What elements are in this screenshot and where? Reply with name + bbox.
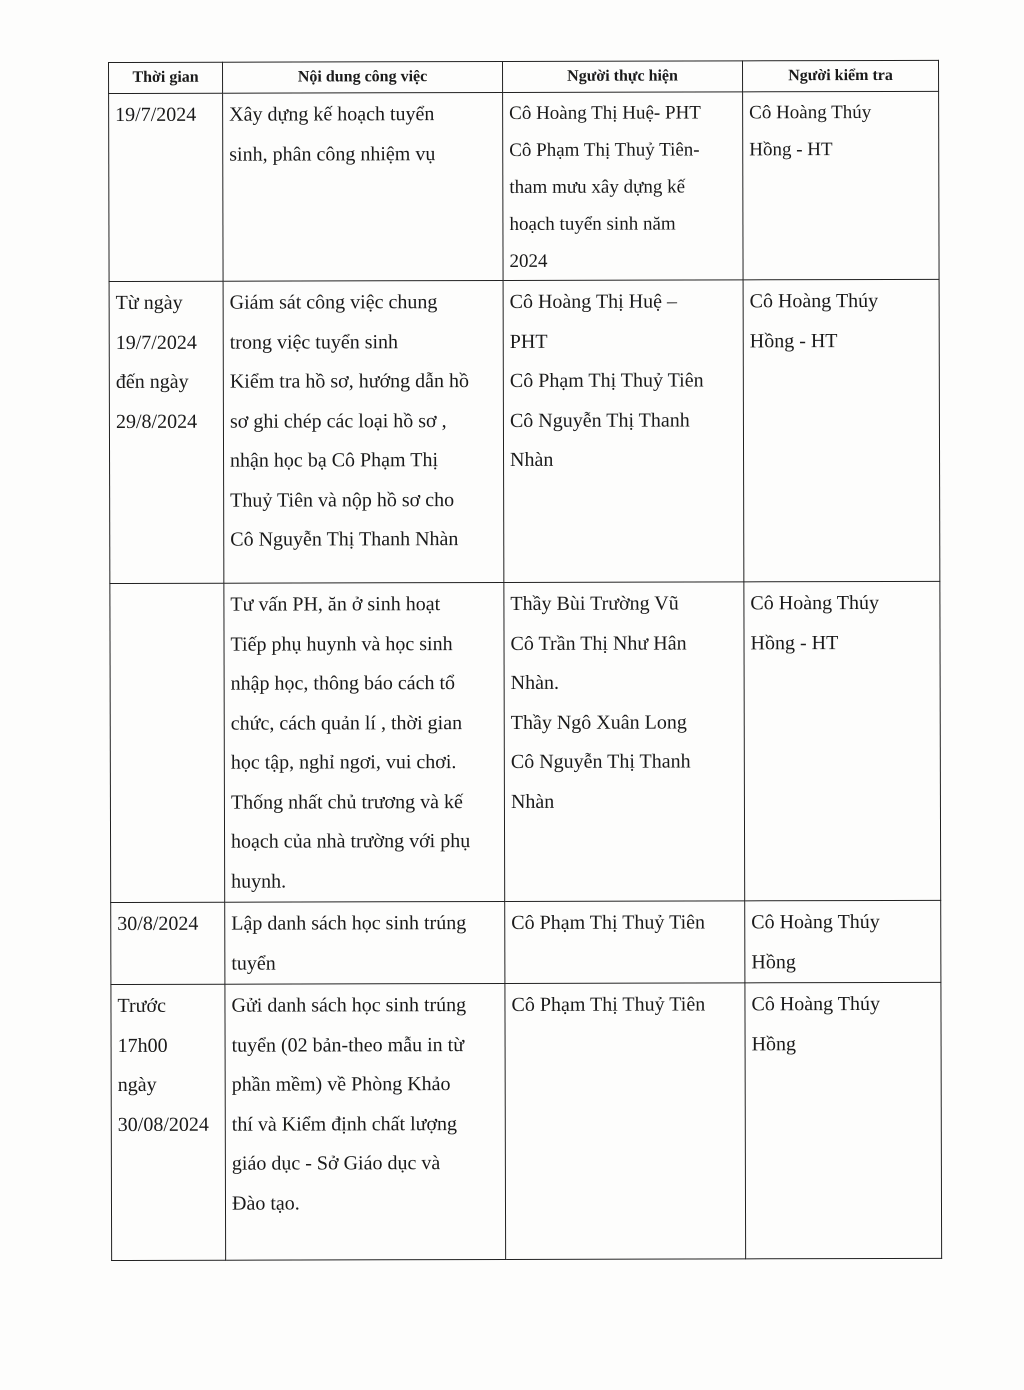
cell-line: Kiểm tra hồ sơ, hướng dẫn hồ — [229, 370, 470, 393]
cell-line: chức, cách quản lí , thời gian — [230, 711, 463, 735]
executor-cell — [505, 983, 746, 1260]
cell-line: PHT — [509, 330, 548, 353]
executor-cell — [503, 92, 743, 281]
cell-line: Hồng - HT — [749, 329, 838, 352]
cell-line: Cô Nguyễn Thị Thanh — [509, 408, 690, 432]
table-row — [109, 91, 939, 281]
cell-line: Thống nhất chủ trương và kế — [230, 790, 463, 814]
table-row — [111, 900, 941, 984]
table-row — [111, 982, 942, 1260]
executor-cell — [503, 280, 744, 583]
cell-line: Hồng — [751, 950, 796, 973]
cell-line: Cô Hoàng Thúy — [749, 289, 879, 313]
cell-line: đến ngày — [115, 370, 189, 393]
cell-line: Xây dựng kế hoạch tuyển — [229, 103, 435, 126]
cell-line: 19/7/2024 — [115, 103, 197, 126]
cell-line: tham mưu xây dựng kế — [509, 176, 686, 198]
cell-line: Cô Phạm Thị Thuỷ Tiên — [511, 911, 706, 934]
cell-line: 30/8/2024 — [117, 912, 199, 935]
cell-line: sinh, phân công nhiệm vụ — [229, 142, 436, 166]
cell-line: 17h00 — [117, 1034, 168, 1057]
cell-line: 30/08/2024 — [117, 1113, 209, 1136]
cell-line: tuyển (02 bản-theo mẫu in từ — [231, 1033, 465, 1057]
cell-line: 2024 — [509, 250, 548, 272]
header-time: Thời gian — [109, 62, 223, 93]
cell-line: 19/7/2024 — [115, 331, 197, 354]
cell-line: Thầy Ngô Xuân Long — [510, 710, 687, 734]
cell-line: trong việc tuyển sinh — [229, 330, 399, 354]
header-executor: Người thực hiện — [502, 61, 742, 93]
cell-line: hoạch của nhà trường với phụ — [231, 830, 471, 853]
table-row — [110, 581, 941, 902]
checker-cell — [744, 581, 941, 901]
content-cell — [224, 582, 505, 902]
cell-line: ngày — [117, 1073, 157, 1096]
cell-line: Hồng - HT — [749, 139, 833, 161]
cell-line: Cô Phạm Thị Thuỷ Tiên — [511, 993, 706, 1016]
cell-line: Hồng - HT — [750, 631, 839, 654]
cell-line: Cô Phạm Thị Thuỷ Tiên- — [509, 139, 700, 161]
cell-line: Từ ngày — [115, 291, 183, 314]
cell-line: nhập học, thông báo cách tổ — [230, 672, 456, 695]
cell-line: Cô Nguyễn Thị Thanh — [510, 750, 691, 773]
cell-line: nhận học bạ Cô Phạm Thị — [230, 449, 439, 472]
checker-cell — [745, 982, 942, 1259]
time-cell — [111, 902, 225, 984]
time-cell — [109, 281, 224, 583]
cell-line: Gửi danh sách học sinh trúng — [231, 994, 467, 1017]
executor-cell — [505, 901, 745, 984]
cell-line: tuyển — [231, 952, 276, 975]
cell-line: Nhàn — [510, 790, 555, 813]
cell-line: hoạch tuyển sinh năm — [509, 213, 676, 235]
cell-line: Cô Nguyễn Thị Thanh Nhàn — [230, 528, 459, 551]
content-cell — [225, 983, 506, 1260]
cell-line: Đào tạo. — [231, 1192, 300, 1215]
cell-line: Tư vấn PH, ăn ở sinh hoạt — [230, 593, 441, 616]
executor-cell — [504, 582, 745, 902]
cell-line: huynh. — [231, 870, 287, 893]
cell-line: thí và Kiểm định chất lượng — [231, 1112, 458, 1136]
cell-line: Cô Phạm Thị Thuỷ Tiên — [509, 369, 704, 392]
cell-line: Trước — [117, 994, 166, 1017]
header-content: Nội dung công việc — [223, 61, 503, 93]
cell-line: Lập danh sách học sinh trúng — [231, 912, 467, 935]
time-cell — [110, 583, 225, 902]
cell-line: sơ ghi chép các loại hồ sơ , — [229, 409, 447, 433]
cell-line: Cô Hoàng Thị Huệ- PHT — [509, 102, 701, 124]
checker-cell — [743, 91, 939, 280]
cell-line: 29/8/2024 — [115, 410, 198, 433]
cell-line: Cô Hoàng Thúy — [751, 910, 880, 934]
header-checker: Người kiểm tra — [742, 60, 938, 92]
cell-line: Cô Trần Thị Như Hân — [510, 631, 687, 655]
cell-line: Thuỷ Tiên và nộp hồ sơ cho — [230, 488, 455, 512]
cell-line: phần mềm) về Phòng Khảo — [231, 1073, 451, 1096]
checker-cell — [743, 279, 940, 582]
content-cell — [223, 92, 503, 281]
cell-line: Giám sát công việc chung — [229, 291, 438, 314]
table-header-row — [109, 60, 939, 93]
time-cell — [111, 984, 226, 1260]
checker-cell — [745, 900, 941, 983]
cell-line: Nhàn — [510, 448, 554, 471]
table-row — [109, 279, 940, 583]
cell-line: Cô Hoàng Thúy — [749, 102, 872, 124]
cell-line: học tập, nghỉ ngơi, vui chơi. — [230, 751, 457, 774]
cell-line: Thầy Bùi Trường Vũ — [510, 592, 679, 615]
cell-line: Cô Hoàng Thúy — [751, 992, 881, 1016]
content-cell — [225, 901, 505, 984]
cell-line: Tiếp phụ huynh và học sinh — [230, 632, 453, 656]
cell-line: Cô Hoàng Thúy — [750, 591, 879, 615]
cell-line: giáo dục - Sở Giáo dục và — [231, 1152, 441, 1175]
enrollment-plan-table — [108, 60, 942, 1261]
cell-line: Hồng — [751, 1032, 797, 1055]
content-cell — [223, 280, 504, 583]
cell-line: Cô Hoàng Thị Huệ – — [509, 290, 678, 313]
time-cell — [109, 93, 223, 281]
cell-line: Nhàn. — [510, 671, 559, 694]
